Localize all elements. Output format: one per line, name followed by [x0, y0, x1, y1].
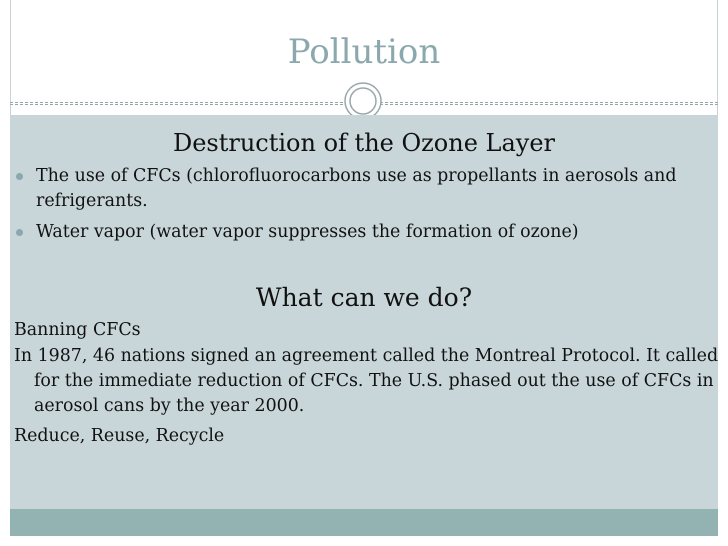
paragraph-recycle: Reduce, Reuse, Recycle — [14, 426, 225, 446]
slide-title: Pollution — [287, 32, 441, 72]
bullet-dot-icon — [16, 173, 23, 180]
bullet-dot-icon — [16, 229, 23, 236]
bullet-item — [36, 164, 706, 214]
heading-what-can-we-do: What can we do? — [255, 283, 473, 312]
paragraph-banning: Banning CFCs — [14, 320, 141, 340]
footer-bar — [10, 509, 718, 536]
paragraph-montreal: In 1987, 46 nations signed an agreement called the Montreal Protocol. It called for the immediate reduction of CFCs. The U.S. phased out the use of CFCs in aerosol cans by the year 2000. — [14, 346, 719, 416]
heading-ozone-destruction: Destruction of the Ozone Layer — [172, 129, 556, 157]
bullet-text: The use of CFCs (chlorofluorocarbons use as propellants in aerosols and refrigerants. — [36, 166, 677, 211]
bullet-text: Water vapor (water vapor suppresses the formation of ozone) — [36, 222, 579, 242]
bullet-item — [36, 220, 706, 245]
